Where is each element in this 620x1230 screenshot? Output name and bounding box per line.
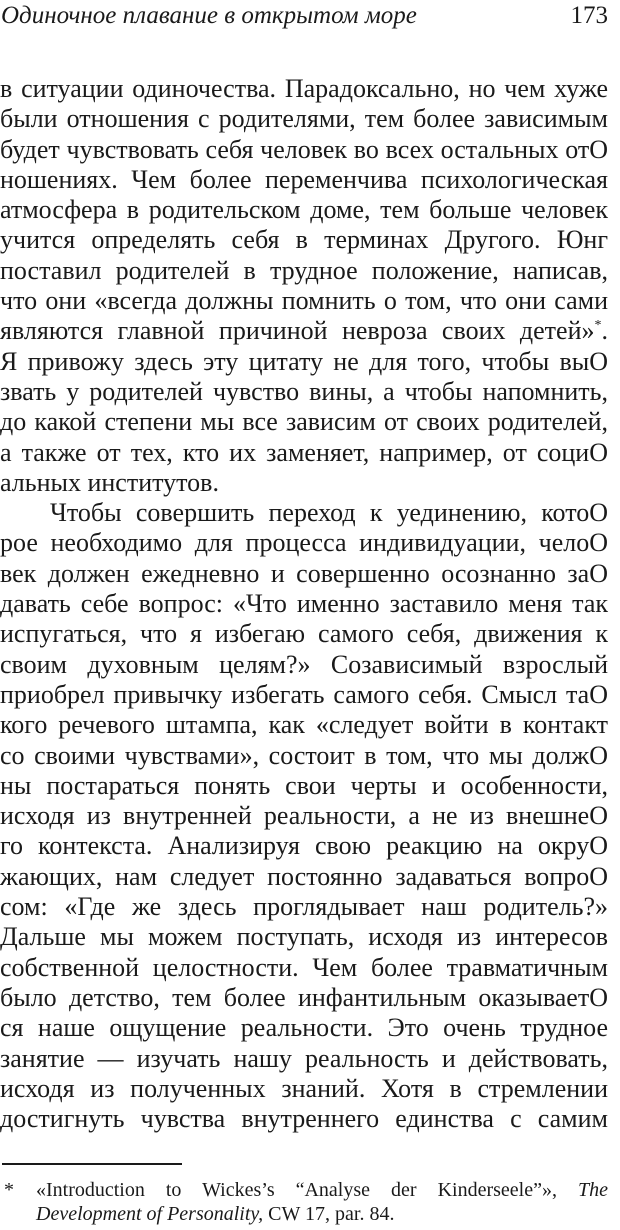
text-line: звать у родителей чувство вины, а чтобы напомнить, [0, 376, 608, 406]
footnote-reference: * [594, 318, 602, 334]
page-number: 173 [570, 2, 608, 29]
footnote [0, 1178, 608, 1226]
footnote-mark: * [4, 1179, 14, 1201]
text-line: испугаться, что я избегаю самого себя, движения к [0, 619, 608, 649]
footnote-book-title-start: The [578, 1179, 608, 1201]
text-line: достигнуть чувства внутреннего единства с самим [0, 1104, 608, 1134]
footnote-line [0, 1178, 608, 1202]
text-line: исходя из внутренней реальности, а не из внешнеO [0, 801, 608, 831]
text-line: атмосфера в родительском доме, тем больше человек [0, 195, 608, 225]
text-line: в ситуации одиночества. Парадоксально, но чем хуже [0, 74, 608, 103]
text-line: что они «всегда должны помнить о том, что они сами [0, 286, 608, 316]
text-line: сом: «Где же здесь проглядывает наш родитель?» [0, 892, 608, 922]
text-line: собственной целостности. Чем более травматичным [0, 952, 608, 982]
footnote-reference-period: . [601, 316, 608, 346]
running-title: Одиночное плавание в открытом море [1, 2, 417, 29]
text-line: со своими чувствами», состоит в том, что мы должO [0, 740, 608, 770]
text-line: ны постараться понять свои черты и особенности, [0, 770, 608, 800]
footnote-book-title-end: Development of Personality, [36, 1203, 264, 1225]
body-text [0, 74, 608, 1134]
text-line: занятие — изучать нашу реальность и действовать, [0, 1043, 608, 1073]
text-line: альных институтов. [0, 467, 219, 497]
text-line-content: являются главной причиной невроза своих детей» [0, 316, 595, 346]
text-line: рое необходимо для процесса индивидуации, челоO [0, 528, 608, 558]
text-line: приобрел привычку избегать самого себя. Смысл таO [0, 679, 608, 709]
footnote-divider [2, 1163, 182, 1165]
text-line: было детство, тем более инфантильным оказываетO [0, 982, 608, 1012]
text-line: жающих, нам следует постоянно задаваться вопроO [0, 861, 608, 891]
text-line: а также от тех, кто их заменяет, например, от социO [0, 437, 608, 467]
running-head [0, 0, 608, 36]
text-line: Дальше мы можем поступать, исходя из интересов [0, 922, 608, 952]
paragraph-first-line: Чтобы совершить переход к уединению, котоO [50, 498, 608, 528]
text-line-with-footnote [0, 316, 608, 346]
text-line: Я привожу здесь эту цитату не для того, чтобы выO [0, 346, 608, 376]
text-line: ношениях. Чем более переменчива психологическая [0, 164, 608, 194]
text-line: были отношения с родителями, тем более зависимым [0, 104, 608, 134]
text-line: поставил родителей в трудное положение, написав, [0, 255, 608, 285]
text-line: исходя из полученных знаний. Хотя в стремлении [0, 1073, 608, 1103]
text-line: давать себе вопрос: «Что именно заставило меня так [0, 589, 608, 619]
text-line: своим духовным целям?» Созависимый взрослый [0, 649, 608, 679]
footnote-citation: CW 17, par. 84. [263, 1203, 395, 1225]
text-line: учится определять себя в терминах Другого. Юнг [0, 225, 608, 255]
text-line: до какой степени мы все зависим от своих родителей, [0, 407, 608, 437]
text-line: кого речевого штампа, как «следует войти в контакт [0, 710, 608, 740]
text-line: будет чувствовать себя человек во всех остальных отO [0, 134, 608, 164]
text-line: го контекста. Анализируя свою реакцию на окруO [0, 831, 608, 861]
text-line: ся наше ощущение реальности. Это очень трудное [0, 1013, 608, 1043]
footnote-line [0, 1202, 608, 1226]
footnote-source-title: «Introduction to Wickes’s “Analyse der Kinderseele”», [36, 1179, 578, 1201]
text-line: век должен ежедневно и совершенно осознанно заO [0, 558, 608, 588]
